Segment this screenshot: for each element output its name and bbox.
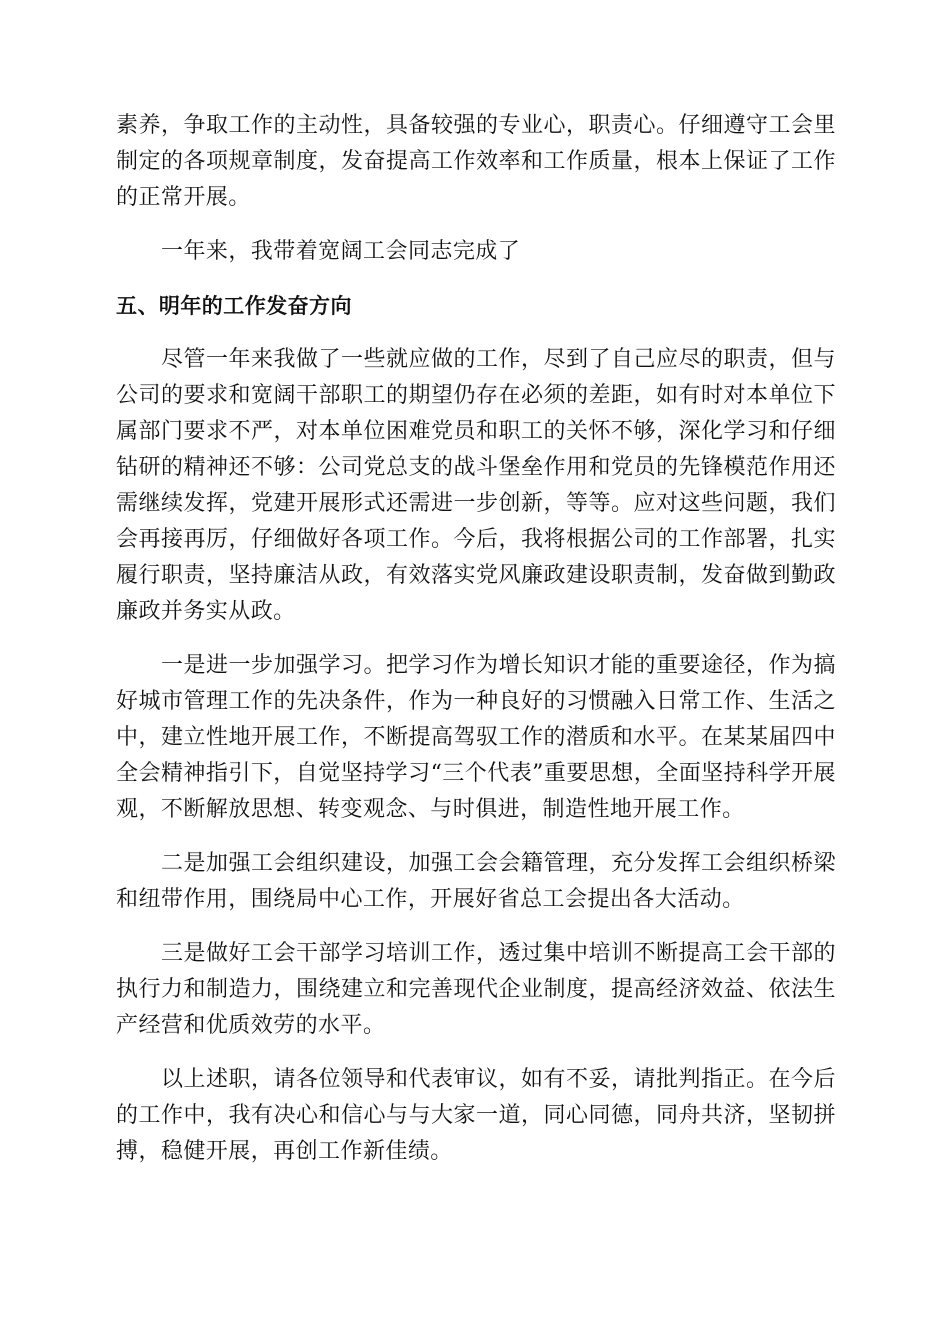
- section-heading: 五、明年的工作发奋方向: [116, 294, 352, 318]
- continuation-paragraph: 素养，争取工作的主动性，具备较强的专业心，职责心。仔细遵守工会里制定的各项规章制度，发奋提高工作效率和工作质量，根本上保证了工作的正常开展。: [116, 113, 836, 210]
- intro-line: 一年来，我带着宽阔工会同志完成了: [161, 239, 521, 264]
- body-paragraph-1: 尽管一年来我做了一些就应做的工作，尽到了自己应尽的职责，但与公司的要求和宽阔干部职工的期望仍存在必须的差距，如有时对本单位下属部门要求不严，对本单位困难党员和职工的关怀不够，深化学习和仔细钻研的精神还不够：公司党总支的战斗堡垒作用和党员的先锋模范作用还需继续发挥，党建开展形式还需进一步创新，等等。应对这些问题，我们会再接再厉，仔细做好各项工作。今后，我将根据公司的工作部署，扎实履行职责，坚持廉洁从政，有效落实党风廉政建设职责制，发奋做到勤政廉政并务实从政。: [116, 347, 836, 624]
- body-paragraph-2: 一是进一步加强学习。把学习作为增长知识才能的重要途径，作为搞好城市管理工作的先决条件，作为一种良好的习惯融入日常工作、生活之中，建立性地开展工作，不断提高驾驭工作的潜质和水平。在某某届四中全会精神指引下，自觉坚持学习“三个代表”重要思想，全面坚持科学开展观，不断解放思想、转变观念、与时俱进，制造性地开展工作。: [116, 653, 836, 822]
- body-paragraph-4: 三是做好工会干部学习培训工作，透过集中培训不断提高工会干部的执行力和制造力，围绕建立和完善现代企业制度，提高经济效益、依法生产经营和优质效劳的水平。: [116, 941, 836, 1038]
- document-page: [116, 108, 836, 1188]
- body-paragraph-3: 二是加强工会组织建设，加强工会会籍管理，充分发挥工会组织桥梁和纽带作用，围绕局中心工作，开展好省总工会提出各大活动。: [116, 851, 836, 912]
- body-paragraph-5: 以上述职，请各位领导和代表审议，如有不妥，请批判指正。在今后的工作中，我有决心和信心与与大家一道，同心同德，同舟共济，坚韧拼搏，稳健开展，再创工作新佳绩。: [116, 1067, 836, 1164]
